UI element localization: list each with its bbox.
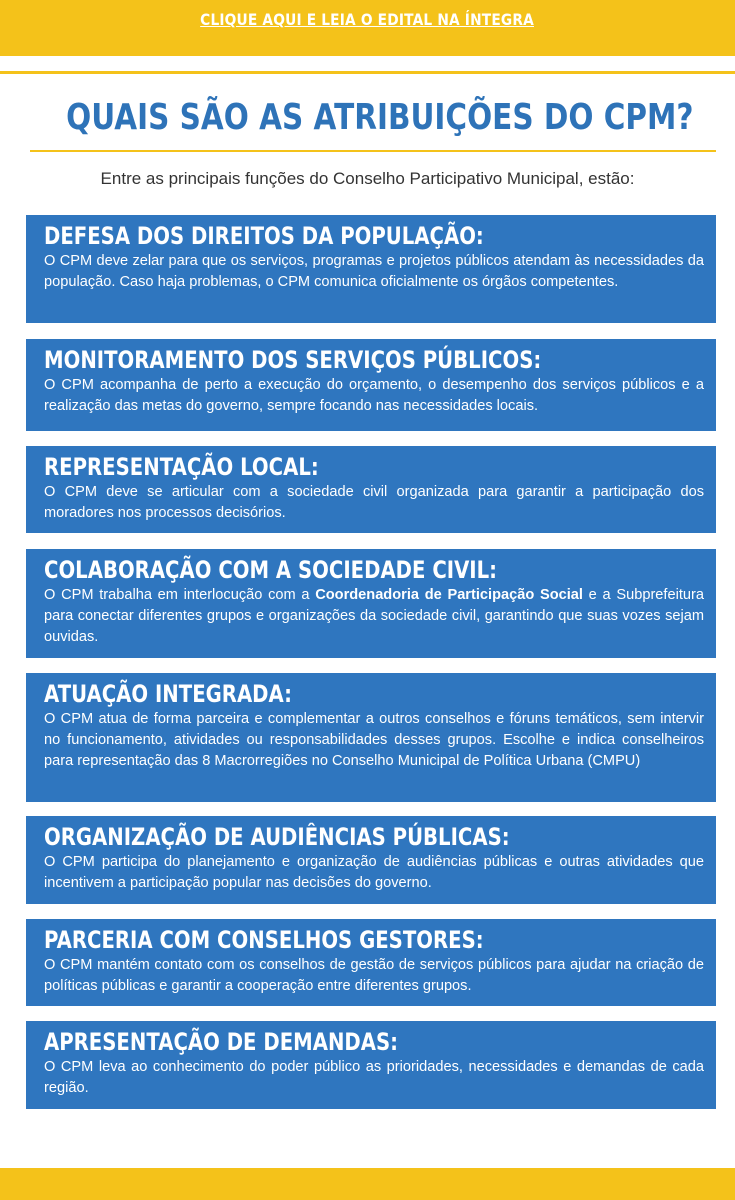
section-text: O CPM deve se articular com a sociedade civil organizada para garantir a participação dos moradores nos processos decisórios. [44, 484, 704, 521]
section-defesa-direitos [26, 215, 716, 323]
section-apresentacao-demandas [26, 1021, 716, 1109]
section-title: MONITORAMENTO DOS SERVIÇOS PÚBLICOS: [44, 346, 542, 374]
edital-link[interactable]: CLIQUE AQUI E LEIA O EDITAL NA ÍNTEGRA [200, 10, 535, 29]
section-text: O CPM atua de forma parceira e complementar a outros conselhos e fóruns temáticos, sem intervir no funcionamento, atividades ou responsabilidades desses grupos. Escolhe e indica conselheiros para representação das 8 Macrorregiões no Conselho Municipal de Política Urbana (CMPU) [44, 711, 704, 769]
section-title: COLABORAÇÃO COM A SOCIEDADE CIVIL: [44, 556, 498, 584]
section-title: REPRESENTAÇÃO LOCAL: [44, 453, 319, 481]
coordenadoria-highlight: Coordenadoria de Participação Social [315, 587, 583, 603]
bottom-banner [0, 1168, 735, 1200]
top-divider [0, 71, 735, 74]
section-title: APRESENTAÇÃO DE DEMANDAS: [44, 1028, 399, 1056]
page-title: QUAIS SÃO AS ATRIBUIÇÕES DO CPM? [66, 97, 694, 138]
section-colaboracao-sociedade-civil [26, 549, 716, 658]
section-monitoramento-servicos [26, 339, 716, 431]
section-text: O CPM participa do planejamento e organização de audiências públicas e outras atividades que incentivem a participação popular nas decisões do governo. [44, 854, 704, 891]
title-divider [30, 150, 716, 152]
section-atuacao-integrada [26, 673, 716, 802]
section-title: ORGANIZAÇÃO DE AUDIÊNCIAS PÚBLICAS: [44, 823, 510, 851]
section-parceria-conselhos [26, 919, 716, 1006]
section-text: O CPM leva ao conhecimento do poder público as prioridades, necessidades e demandas de cada região. [44, 1059, 704, 1096]
section-title: ATUAÇÃO INTEGRADA: [44, 680, 292, 708]
section-organizacao-audiencias [26, 816, 716, 904]
section-text: O CPM mantém contato com os conselhos de gestão de serviços públicos para ajudar na criação de políticas públicas e garantir a cooperação entre diferentes grupos. [44, 957, 704, 994]
section-text: O CPM trabalha em interlocução com a Coordenadoria de Participação Social e a Subprefeitura para conectar diferentes grupos e organizações da sociedade civil, garantindo que suas vozes sejam ouvidas. [44, 587, 704, 645]
section-title: PARCERIA COM CONSELHOS GESTORES: [44, 926, 484, 954]
intro-text: Entre as principais funções do Conselho Participativo Municipal, estão: [100, 169, 635, 188]
section-text: O CPM acompanha de perto a execução do orçamento, o desempenho dos serviços públicos e a realização das metas do governo, sempre focando nas necessidades locais. [44, 377, 704, 414]
top-banner [0, 0, 735, 56]
section-title: DEFESA DOS DIREITOS DA POPULAÇÃO: [44, 222, 484, 250]
section-text: O CPM deve zelar para que os serviços, programas e projetos públicos atendam às necessidades da população. Caso haja problemas, o CPM comunica oficialmente os órgãos competentes. [44, 253, 704, 290]
section-representacao-local [26, 446, 716, 533]
